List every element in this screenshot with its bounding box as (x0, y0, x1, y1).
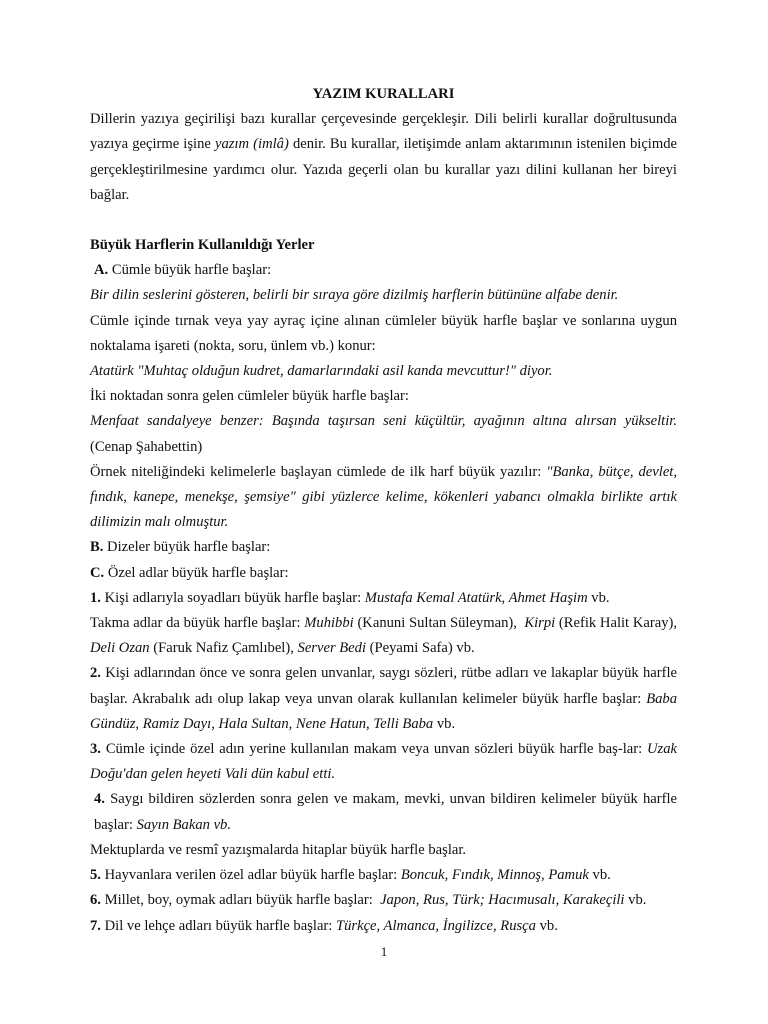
rule-7-tail: vb. (539, 917, 558, 934)
rule-4-marker: 4. (94, 791, 105, 808)
rule-2-marker: 2. (90, 665, 101, 682)
rule-c-marker: C. (90, 564, 105, 581)
rule-1-marker: 1. (90, 589, 101, 606)
rule-2-example: Baba Gündüz, Ramiz Dayı, Hala Sultan, Nene Hatun, Telli Baba (90, 690, 677, 732)
word-rule: Örnek niteliğindeki kelimelerle başlayan cümlede de ilk harf büyük yazılır: (90, 463, 542, 480)
rule-6-text: Millet, boy, oymak adları büyük harfle başlar: (104, 892, 373, 909)
page-number: 1 (380, 944, 388, 959)
intro-rest: denir. Bu kurallar, iletişimde anlam aktarımının istenilen biçimde gerçekleştirilmesine yardımcı olur. Yazıda geçerli olan bu kurallar yazı dilini kullanan her bireyi bağlar. (90, 136, 677, 203)
rule-3 (90, 737, 677, 787)
rule-4-text: Saygı bildiren sözlerden sonra gelen ve makam, mevki, unvan bildiren kelimeler büyük harfle başlar: (94, 791, 677, 833)
intro-paragraph (90, 107, 677, 208)
rule-b-text: Dizeler büyük harfle başlar: (107, 539, 271, 556)
rule-3-marker: 3. (90, 741, 101, 758)
rule-7-example: Türkçe, Almanca, İngilizce, Rusça (336, 917, 536, 934)
rule-7 (90, 914, 677, 939)
nickname-text: Takma adlar da büyük harfle başlar: (90, 615, 301, 632)
rule-a (90, 258, 677, 283)
rule-6-tail: vb. (628, 892, 647, 909)
rule-1-example: Mustafa Kemal Atatürk, Ahmet Haşim (364, 589, 588, 606)
rule-6 (90, 888, 677, 913)
letter-rule: Mektuplarda ve resmî yazışmalarda hitaplar büyük harfle başlar. (90, 841, 467, 858)
nickname-1: Muhibbi (304, 615, 354, 632)
colon-example-paragraph (90, 409, 677, 459)
word-rule-paragraph (90, 460, 677, 536)
rule-2 (90, 661, 677, 737)
nickname-3: Deli Ozan (90, 640, 150, 657)
rule-5-tail: vb. (592, 867, 611, 884)
rule-7-marker: 7. (90, 917, 101, 934)
document-title: YAZIM KURALLARI (312, 86, 455, 102)
rule-6-marker: 6. (90, 892, 101, 909)
rule-6-example: Japon, Rus, Türk; Hacımusalı, Karakeçili (380, 892, 625, 909)
nickname-2: Kirpi (524, 615, 556, 632)
rule-5-marker: 5. (90, 867, 101, 884)
rule-1-text: Kişi adlarıyla soyadları büyük harfle başlar: (104, 589, 362, 606)
quote-example: Atatürk "Muhtaç olduğun kudret, damarlarındaki asil kanda mevcuttur!" diyor. (90, 363, 553, 380)
intro-text: Dillerin yazıya geçirilişi bazı kurallar çerçevesinde gerçekleşir. Dili belirli kurallar doğrultusunda yazıya geçirme işine (90, 111, 677, 153)
intro-term: yazım (imlâ) (215, 136, 289, 153)
rule-4 (90, 787, 677, 837)
rule-5-example: Boncuk, Fındık, Minnoş, Pamuk (400, 867, 589, 884)
rule-b-marker: B. (90, 539, 104, 556)
rule-2-tail: vb. (436, 715, 456, 732)
nickname-3-note: (Faruk Nafiz Çamlıbel), (153, 640, 294, 657)
rule-a-example: Bir dilin seslerini gösteren, belirli bir sıraya göre dizilmiş harflerin bütününe alfabe denir. (90, 287, 619, 304)
colon-author: (Cenap Şahabettin) (90, 438, 203, 455)
rule-5-text: Hayvanlara verilen özel adlar büyük harfle başlar: (104, 867, 398, 884)
rule-3-example: Uzak Doğu'dan gelen heyeti Vali dün kabul etti. (90, 741, 678, 783)
section-heading: Büyük Harflerin Kullanıldığı Yerler (90, 237, 315, 254)
rule-3-text: Cümle içinde özel adın yerine kullanılan makam veya unvan sözleri büyük harfle baş-lar: (105, 741, 643, 758)
document-page (90, 82, 677, 939)
word-example: "Banka, bütçe, devlet, fındık, kanepe, menekşe, şemsiye" gibi yüzlerce kelime, kökenleri yabancı olmakla birlikte artık dilimizin malı olmuştur. (90, 463, 677, 531)
colon-rule: İki noktadan sonra gelen cümleler büyük harfle başlar: (90, 388, 409, 405)
rule-2-text: Kişi adlarından önce ve sonra gelen unvanlar, saygı sözleri, rütbe adları ve lakaplar büyük harfle başlar. Akrabalık adı olup lakap veya unvan olarak kullanılan kelimeler büyük harfle başlar: (90, 665, 677, 707)
quote-rule: Cümle içinde tırnak veya yay ayraç içine alınan cümleler büyük harfle başlar ve sonlarına uygun noktalama işareti (nokta, soru, ünlem vb.) konur: (90, 312, 677, 354)
nickname-2-note: (Refik Halit Karay), (558, 615, 678, 632)
rule-a-marker: A. (94, 262, 109, 279)
rule-1-tail: vb. (591, 589, 610, 606)
rule-b (90, 535, 677, 560)
rule-7-text: Dil ve lehçe adları büyük harfle başlar: (104, 917, 333, 934)
colon-example: Menfaat sandalyeye benzer: Başında taşırsan seni küçültür, ayağının altına alırsan yükseltir. (90, 413, 677, 430)
nickname-rule (90, 611, 677, 661)
rule-c (90, 561, 677, 586)
spacer (90, 208, 677, 233)
rule-c-text: Özel adlar büyük harfle başlar: (107, 564, 289, 581)
rule-1 (90, 586, 677, 611)
rule-4-example: Sayın Bakan vb. (136, 816, 231, 833)
nickname-1-note: (Kanuni Sultan Süleyman), (357, 615, 517, 632)
nickname-4-note: (Peyami Safa) vb. (369, 640, 475, 657)
rule-a-text: Cümle büyük harfle başlar: (111, 262, 272, 279)
rule-5 (90, 863, 677, 888)
nickname-4: Server Bedi (297, 640, 367, 657)
